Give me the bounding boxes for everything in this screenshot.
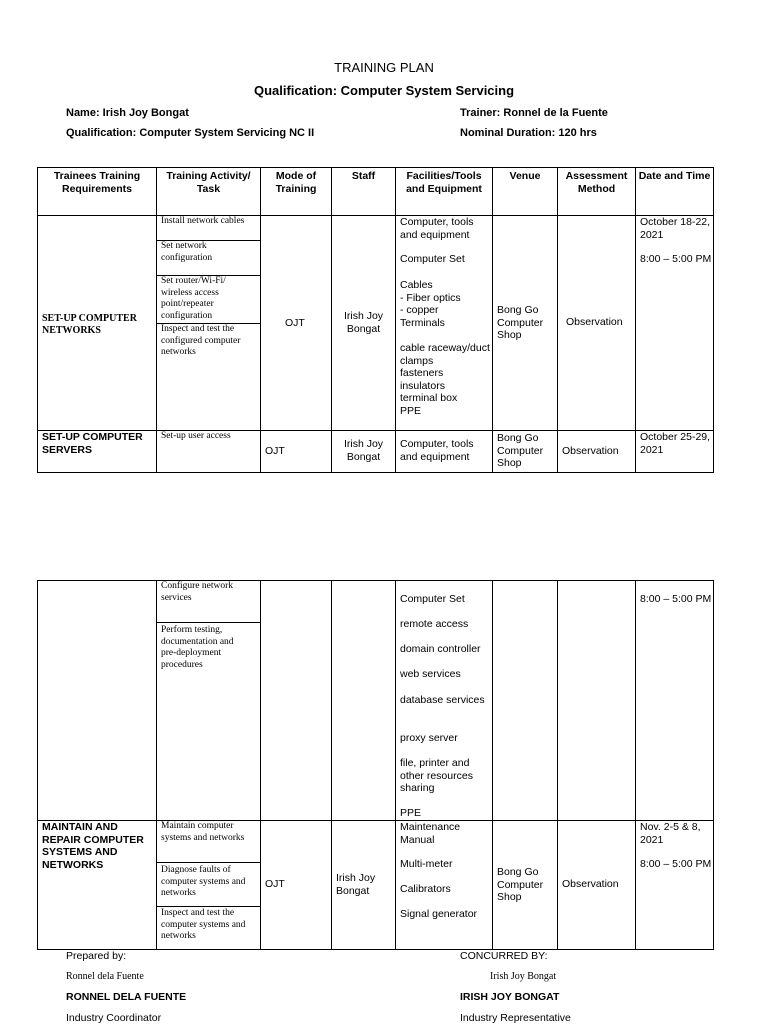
concurred-name: IRISH JOY BONGAT (460, 991, 560, 1003)
facility-item: Computer, tools and equipment (400, 216, 474, 241)
facility-item: Computer, tools and equipment (400, 438, 474, 463)
document-title: TRAINING PLAN (334, 60, 434, 75)
document-subtitle: Qualification: Computer System Servicing (253, 83, 515, 98)
staff-value: Irish Joy Bongat (336, 872, 376, 897)
concurred-signature: Irish Joy Bongat (490, 971, 557, 982)
facility-item: Calibrators (400, 883, 451, 895)
header-mode: Mode of Training (275, 170, 317, 195)
facility-item: cable raceway/duct clamps fasteners insulators terminal box PPE (400, 342, 490, 417)
task-item: Install network cables (161, 216, 245, 226)
task-item: Set router/Wi-Fi/ wireless access point/repeater configuration (161, 276, 226, 321)
facility-item: remote access (400, 618, 469, 630)
nominal-duration: Nominal Duration: 120 hrs (460, 127, 597, 139)
staff-value: Irish Joy Bongat (343, 310, 384, 335)
mode-value: OJT (265, 878, 285, 890)
facility-item: web services (400, 668, 461, 680)
header-activity: Training Activity/ Task (166, 170, 251, 195)
facility-item: Cables - Fiber optics - copper Terminals (400, 279, 461, 329)
task-item: Maintain computer systems and networks (161, 821, 245, 843)
header-staff: Staff (351, 170, 376, 182)
mode-value: OJT (285, 317, 305, 329)
facility-item: domain controller (400, 643, 481, 655)
prepared-name: RONNEL DELA FUENTE (66, 991, 187, 1003)
trainer: Trainer: Ronnel de la Fuente (460, 107, 608, 119)
header-assessment: Assessment Method (565, 170, 628, 195)
prepared-role: Industry Coordinator (66, 1012, 162, 1024)
facility-item: proxy server (400, 732, 458, 744)
date-value: October 18-22, 2021 (640, 216, 711, 241)
task-item: Set-up user access (161, 431, 231, 441)
facility-item: Maintenance Manual (400, 821, 461, 846)
req-setup-servers: SET-UP COMPUTER SERVERS (42, 431, 143, 456)
staff-value: Irish Joy Bongat (343, 438, 384, 463)
qualification: Qualification: Computer System Servicing NC II (66, 127, 315, 139)
task-item: Configure network services (161, 581, 234, 603)
concurred-by-label: CONCURRED BY: (460, 950, 548, 962)
time-value: 8:00 – 5:00 PM (640, 253, 712, 265)
prepared-signature: Ronnel dela Fuente (66, 971, 144, 982)
facility-item: file, printer and other resources sharing (400, 757, 473, 794)
mode-value: OJT (265, 445, 285, 457)
assessment-value: Observation (562, 445, 619, 457)
trainee-name: Name: Irish Joy Bongat (66, 107, 189, 119)
header-facilities: Facilities/Tools and Equipment (406, 170, 482, 195)
venue-value: Bong Go Computer Shop (497, 866, 544, 903)
assessment-value: Observation (566, 316, 623, 328)
task-item: Diagnose faults of computer systems and networks (161, 865, 246, 898)
facility-item: PPE (400, 807, 422, 819)
facility-item: Computer Set (400, 253, 465, 265)
venue-value: Bong Go Computer Shop (497, 432, 544, 469)
task-item: Inspect and test the computer systems and networks (161, 908, 246, 941)
facility-item: Signal generator (400, 908, 478, 920)
assessment-value: Observation (562, 878, 619, 890)
time-value: 8:00 – 5:00 PM (640, 858, 712, 870)
req-maintain-repair: MAINTAIN AND REPAIR COMPUTER SYSTEMS AND NETWORKS (42, 821, 144, 871)
facility-item: database services (400, 694, 485, 706)
req-setup-networks: SET-UP COMPUTER NETWORKS (42, 313, 137, 336)
facility-item: Computer Set (400, 593, 465, 605)
header-requirements: Trainees Training Requirements (53, 170, 141, 195)
task-item: Perform testing, documentation and pre-deployment procedures (161, 625, 234, 670)
header-date: Date and Time (638, 170, 711, 182)
date-value: Nov. 2-5 & 8, 2021 (640, 821, 701, 846)
prepared-by-label: Prepared by: (66, 950, 127, 962)
concurred-role: Industry Representative (460, 1012, 571, 1024)
date-value: October 25-29, 2021 (640, 431, 711, 456)
facility-item: Multi-meter (400, 858, 453, 870)
header-venue: Venue (509, 170, 541, 182)
venue-value: Bong Go Computer Shop (497, 304, 544, 341)
time-value: 8:00 – 5:00 PM (640, 593, 712, 605)
task-item: Set network configuration (161, 241, 213, 263)
task-item: Inspect and test the configured computer networks (161, 324, 241, 357)
